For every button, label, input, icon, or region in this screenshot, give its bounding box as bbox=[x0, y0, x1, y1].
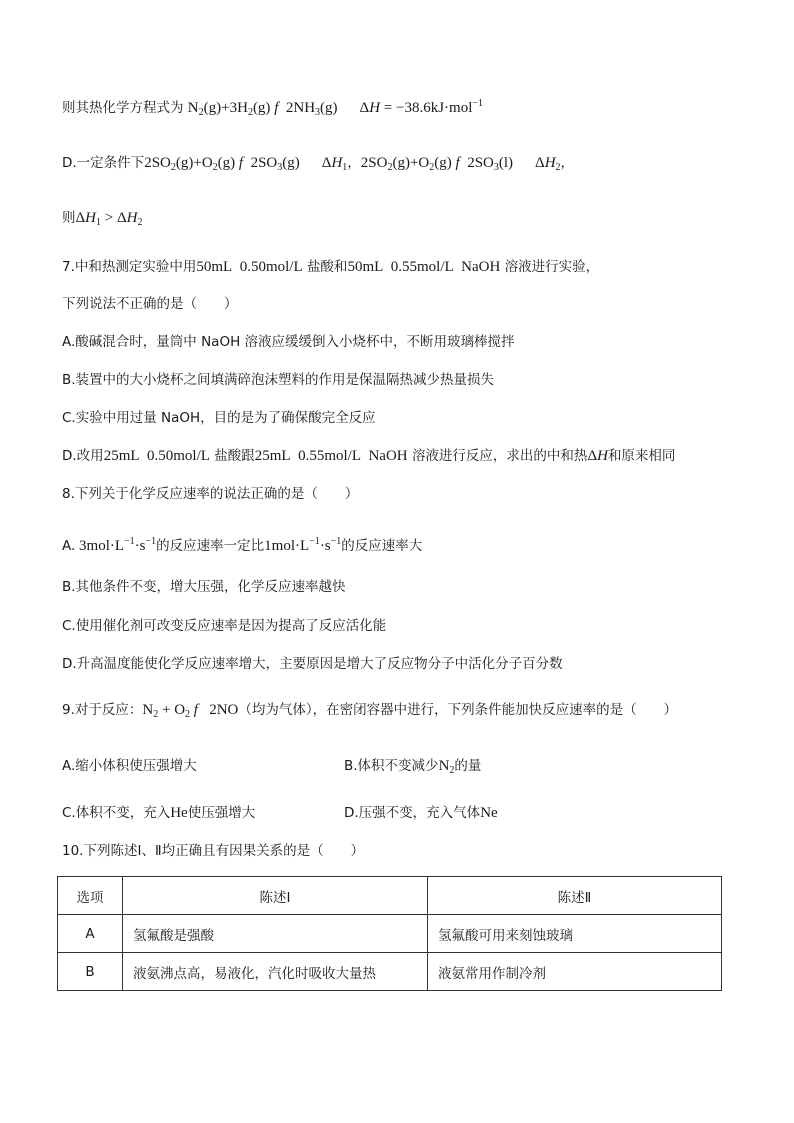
q6-option-d-conclusion: 则$\Delta H_1 > \Delta H_2$ bbox=[62, 210, 143, 228]
q8-option-c: C.使用催化剂可改变反应速率是因为提高了反应活化能 bbox=[62, 618, 387, 634]
row-statement-1: 液氨沸点高，易液化，汽化时吸收大量热 bbox=[123, 953, 428, 991]
q7-option-d: D.改用25mL 0.50mol/L 盐酸跟25mL 0.55mol/L NaOH 溶液进行反应，求出的中和热ΔH和原来相同 bbox=[62, 448, 676, 464]
q10-stem: 10.下列陈述Ⅰ、Ⅱ均正确且有因果关系的是（ ） bbox=[62, 843, 365, 859]
row-option: B bbox=[58, 953, 123, 991]
q9-option-a: A.缩小体积使压强增大 bbox=[62, 758, 197, 774]
row-statement-2: 液氨常用作制冷剂 bbox=[428, 953, 722, 991]
row-option: A bbox=[58, 915, 123, 953]
table-header-row bbox=[58, 877, 722, 915]
header-statement-1: 陈述Ⅰ bbox=[123, 877, 428, 915]
q7-option-b: B.装置中的大小烧杯之间填满碎泡沫塑料的作用是保温隔热减少热量损失 bbox=[62, 372, 495, 388]
thermo-equation: $N_2(g)+3H_2(g)$ f $2NH_3(g) \Delta H = -38.6kJ\cdot mol^{-1}$ bbox=[187, 98, 484, 118]
q8-option-a: A. $3mol\cdot L^{-1}\cdot s^{-1}$的反应速率一定比$1mol\cdot L^{-1}\cdot s^{-1}$的反应速率大 bbox=[62, 536, 423, 554]
table-row bbox=[58, 953, 722, 991]
q9-option-c: C.体积不变，充入He使压强增大 bbox=[62, 805, 256, 821]
q6-option-d: D.一定条件下$2SO_2(g)+O_2(g)$ f $2SO_3(g)$ $\Delta H_1$，$2SO_2(g)+O_2(g)$ f $2SO_3(l)$ $\Delta H_2$， bbox=[62, 155, 575, 173]
q7-option-c: C.实验中用过量 NaOH，目的是为了确保酸完全反应 bbox=[62, 410, 376, 426]
q7-stem-line2: 下列说法不正确的是（ ） bbox=[62, 296, 238, 312]
header-statement-2: 陈述Ⅱ bbox=[428, 877, 722, 915]
q8-option-d: D.升高温度能使化学反应速率增大，主要原因是增大了反应物分子中活化分子百分数 bbox=[62, 656, 563, 672]
q7-option-a: A.酸碱混合时，量筒中 NaOH 溶液应缓缓倒入小烧杯中，不断用玻璃棒搅拌 bbox=[62, 334, 515, 350]
q7-stem: 7.中和热测定实验中用50mL 0.50mol/L 盐酸和50mL 0.55mol/L NaOH 溶液进行实验， bbox=[62, 259, 600, 275]
q9-option-d: D.压强不变，充入气体Ne bbox=[344, 805, 498, 821]
table-row bbox=[58, 915, 722, 953]
q10-table bbox=[57, 876, 722, 991]
q9-stem: 9.对于反应：$N_2 + O_2$ f 2NO（均为气体），在密闭容器中进行，下列条件能加快反应速率的是（ ） bbox=[62, 702, 678, 720]
header-option: 选项 bbox=[58, 877, 123, 915]
q8-stem: 8.下列关于化学反应速率的说法正确的是（ ） bbox=[62, 486, 359, 502]
q8-option-b: B.其他条件不变，增大压强，化学反应速率越快 bbox=[62, 579, 346, 595]
row-statement-1: 氢氟酸是强酸 bbox=[123, 915, 428, 953]
row-statement-2: 氢氟酸可用来刻蚀玻璃 bbox=[428, 915, 722, 953]
q9-option-b: B.体积不变减少$N_2$的量 bbox=[344, 758, 482, 776]
q6-line-thermo-equation: 则其热化学方程式为 $N_2(g)+3H_2(g)$ f $2NH_3(g) \Delta H = -38.6kJ\cdot mol^{-1}$ bbox=[62, 98, 484, 118]
